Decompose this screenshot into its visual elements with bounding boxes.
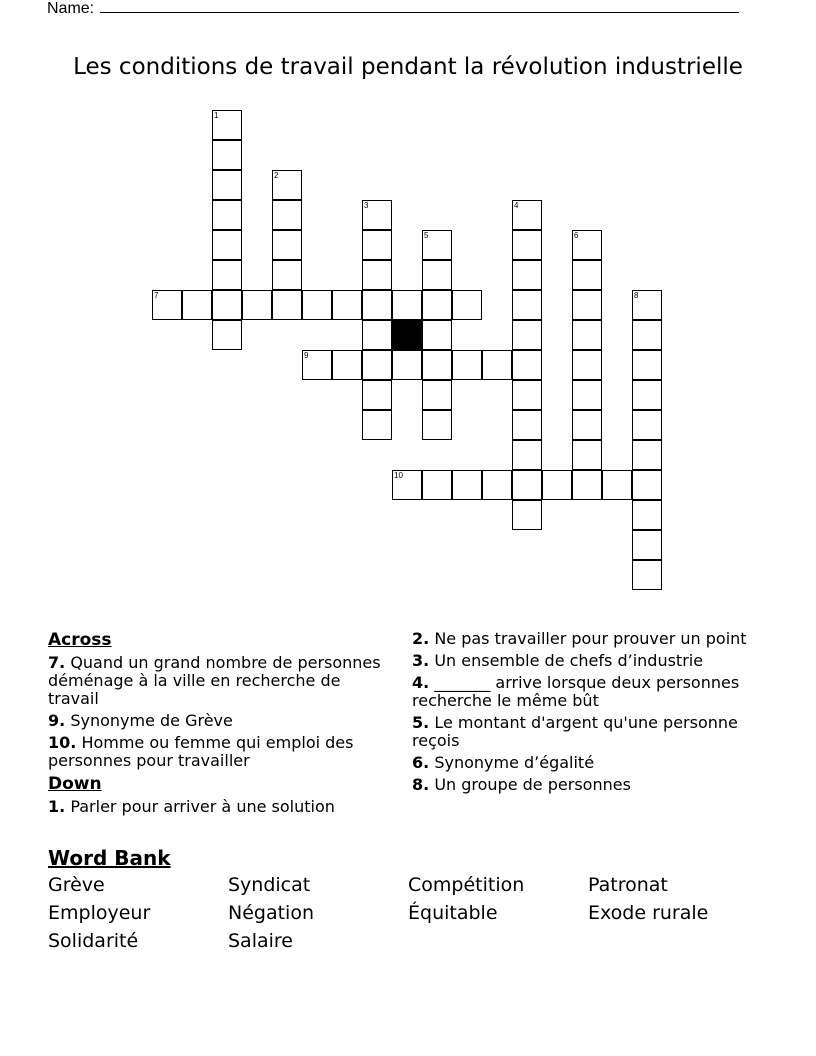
grid-cell[interactable] (512, 320, 542, 350)
word-bank-item: Syndicat (228, 874, 311, 896)
grid-cell[interactable] (512, 260, 542, 290)
cell-number: 9 (304, 351, 309, 360)
cell-number: 8 (634, 291, 639, 300)
grid-cell[interactable] (272, 170, 302, 200)
word-bank-item: Exode rurale (588, 902, 709, 924)
grid-cell[interactable] (422, 290, 452, 320)
grid-cell[interactable] (512, 410, 542, 440)
word-bank-title: Word Bank (48, 846, 171, 870)
grid-cell[interactable] (152, 290, 182, 320)
clue-down-8: 8. Un groupe de personnes (412, 775, 631, 794)
cell-number: 1 (214, 111, 219, 120)
grid-cell[interactable] (542, 470, 572, 500)
clue-down-4: 4. _______ arrive lorsque deux personnes recherche le même bût (412, 673, 740, 710)
grid-cell[interactable] (632, 440, 662, 470)
grid-cell[interactable] (212, 140, 242, 170)
grid-cell[interactable] (392, 470, 422, 500)
grid-cell[interactable] (452, 290, 482, 320)
grid-cell[interactable] (632, 470, 662, 500)
cell-number: 10 (394, 471, 403, 480)
grid-cell[interactable] (362, 230, 392, 260)
clue-across-9: 9. Synonyme de Grève (48, 711, 233, 730)
grid-cell[interactable] (212, 170, 242, 200)
across-heading: Across (48, 630, 112, 650)
grid-cell[interactable] (572, 410, 602, 440)
grid-cell[interactable] (362, 320, 392, 350)
grid-cell[interactable] (272, 230, 302, 260)
grid-cell[interactable] (302, 350, 332, 380)
grid-cell[interactable] (272, 200, 302, 230)
word-bank (48, 874, 768, 952)
grid-cell[interactable] (512, 500, 542, 530)
grid-cell[interactable] (512, 230, 542, 260)
grid-cell[interactable] (422, 260, 452, 290)
grid-cell[interactable] (512, 470, 542, 500)
cell-number: 5 (424, 231, 429, 240)
grid-cell[interactable] (212, 260, 242, 290)
word-bank-item: Employeur (48, 902, 151, 924)
grid-cell[interactable] (272, 290, 302, 320)
cell-number: 2 (274, 171, 279, 180)
grid-cell[interactable] (632, 530, 662, 560)
grid-cell[interactable] (632, 350, 662, 380)
grid-cell[interactable] (632, 410, 662, 440)
grid-cell[interactable] (182, 290, 212, 320)
down-heading: Down (48, 774, 102, 794)
word-bank-item: Négation (228, 902, 315, 924)
grid-cell[interactable] (272, 260, 302, 290)
grid-cell[interactable] (602, 470, 632, 500)
grid-cell[interactable] (572, 380, 602, 410)
word-bank-item: Patronat (588, 874, 668, 896)
grid-cell[interactable] (632, 320, 662, 350)
name-label: Name: (47, 0, 95, 17)
grid-cell[interactable] (212, 320, 242, 350)
clue-down-2: 2. Ne pas travailler pour prouver un point (412, 629, 747, 648)
cell-number: 3 (364, 201, 369, 210)
word-bank-item: Compétition (408, 874, 525, 896)
word-bank-item: Équitable (408, 902, 498, 924)
grid-cell[interactable] (632, 560, 662, 590)
cell-number: 6 (574, 231, 579, 240)
grid-cell[interactable] (632, 380, 662, 410)
clue-down-5: 5. Le montant d'argent qu'une personne reçois (412, 713, 738, 750)
grid-cell[interactable] (392, 350, 422, 380)
clue-down-6: 6. Synonyme d’égalité (412, 753, 595, 772)
word-bank-item: Grève (48, 874, 105, 896)
grid-cell[interactable] (482, 350, 512, 380)
grid-cell[interactable] (572, 290, 602, 320)
grid-cell[interactable] (302, 290, 332, 320)
grid-cell[interactable] (572, 260, 602, 290)
grid-cell[interactable] (212, 230, 242, 260)
clue-down-3: 3. Un ensemble de chefs d’industrie (412, 651, 704, 670)
grid-cell[interactable] (212, 290, 242, 320)
grid-cell[interactable] (362, 380, 392, 410)
grid-cell[interactable] (632, 500, 662, 530)
grid-cell[interactable] (512, 350, 542, 380)
grid-cell[interactable] (212, 110, 242, 140)
grid-cell[interactable] (452, 470, 482, 500)
grid-cell[interactable] (362, 410, 392, 440)
grid-cell[interactable] (212, 200, 242, 230)
word-bank-item: Salaire (228, 930, 293, 952)
grid-cell[interactable] (422, 320, 452, 350)
grid-cell[interactable] (632, 290, 662, 320)
word-bank-item: Solidarité (48, 930, 139, 952)
clue-across-10: 10. Homme ou femme qui emploi des personnes pour travailler (48, 733, 354, 770)
grid-cell[interactable] (512, 380, 542, 410)
grid-cell[interactable] (572, 440, 602, 470)
grid-cell[interactable] (422, 470, 452, 500)
grid-cell[interactable] (422, 410, 452, 440)
grid-cell[interactable] (512, 200, 542, 230)
grid-cell[interactable] (452, 350, 482, 380)
grid-cell[interactable] (362, 260, 392, 290)
grid-cell[interactable] (422, 350, 452, 380)
grid-cell[interactable] (482, 470, 512, 500)
cell-number: 7 (154, 291, 159, 300)
grid-cell[interactable] (362, 350, 392, 380)
cell-number: 4 (514, 201, 519, 210)
clue-across-7: 7. Quand un grand nombre de personnes déménage à la ville en recherche de travail (48, 653, 381, 708)
grid-cell[interactable] (572, 230, 602, 260)
grid-cell[interactable] (572, 320, 602, 350)
grid-cell[interactable] (422, 380, 452, 410)
clue-down-1: 1. Parler pour arriver à une solution (48, 797, 335, 816)
grid-cell[interactable] (242, 290, 272, 320)
page-title: Les conditions de travail pendant la révolution industrielle (73, 54, 743, 80)
grid-cell[interactable] (332, 290, 362, 320)
grid-cell[interactable] (512, 290, 542, 320)
grid-cell[interactable] (572, 350, 602, 380)
grid-black-square (392, 320, 422, 350)
grid-cell[interactable] (362, 200, 392, 230)
grid-cell[interactable] (512, 440, 542, 470)
grid-cell[interactable] (392, 290, 422, 320)
grid-cell[interactable] (362, 290, 392, 320)
clues-column-left (48, 630, 393, 820)
grid-cell[interactable] (422, 230, 452, 260)
grid-cell[interactable] (572, 470, 602, 500)
clues-column-right (412, 630, 757, 798)
grid-cell[interactable] (332, 350, 362, 380)
